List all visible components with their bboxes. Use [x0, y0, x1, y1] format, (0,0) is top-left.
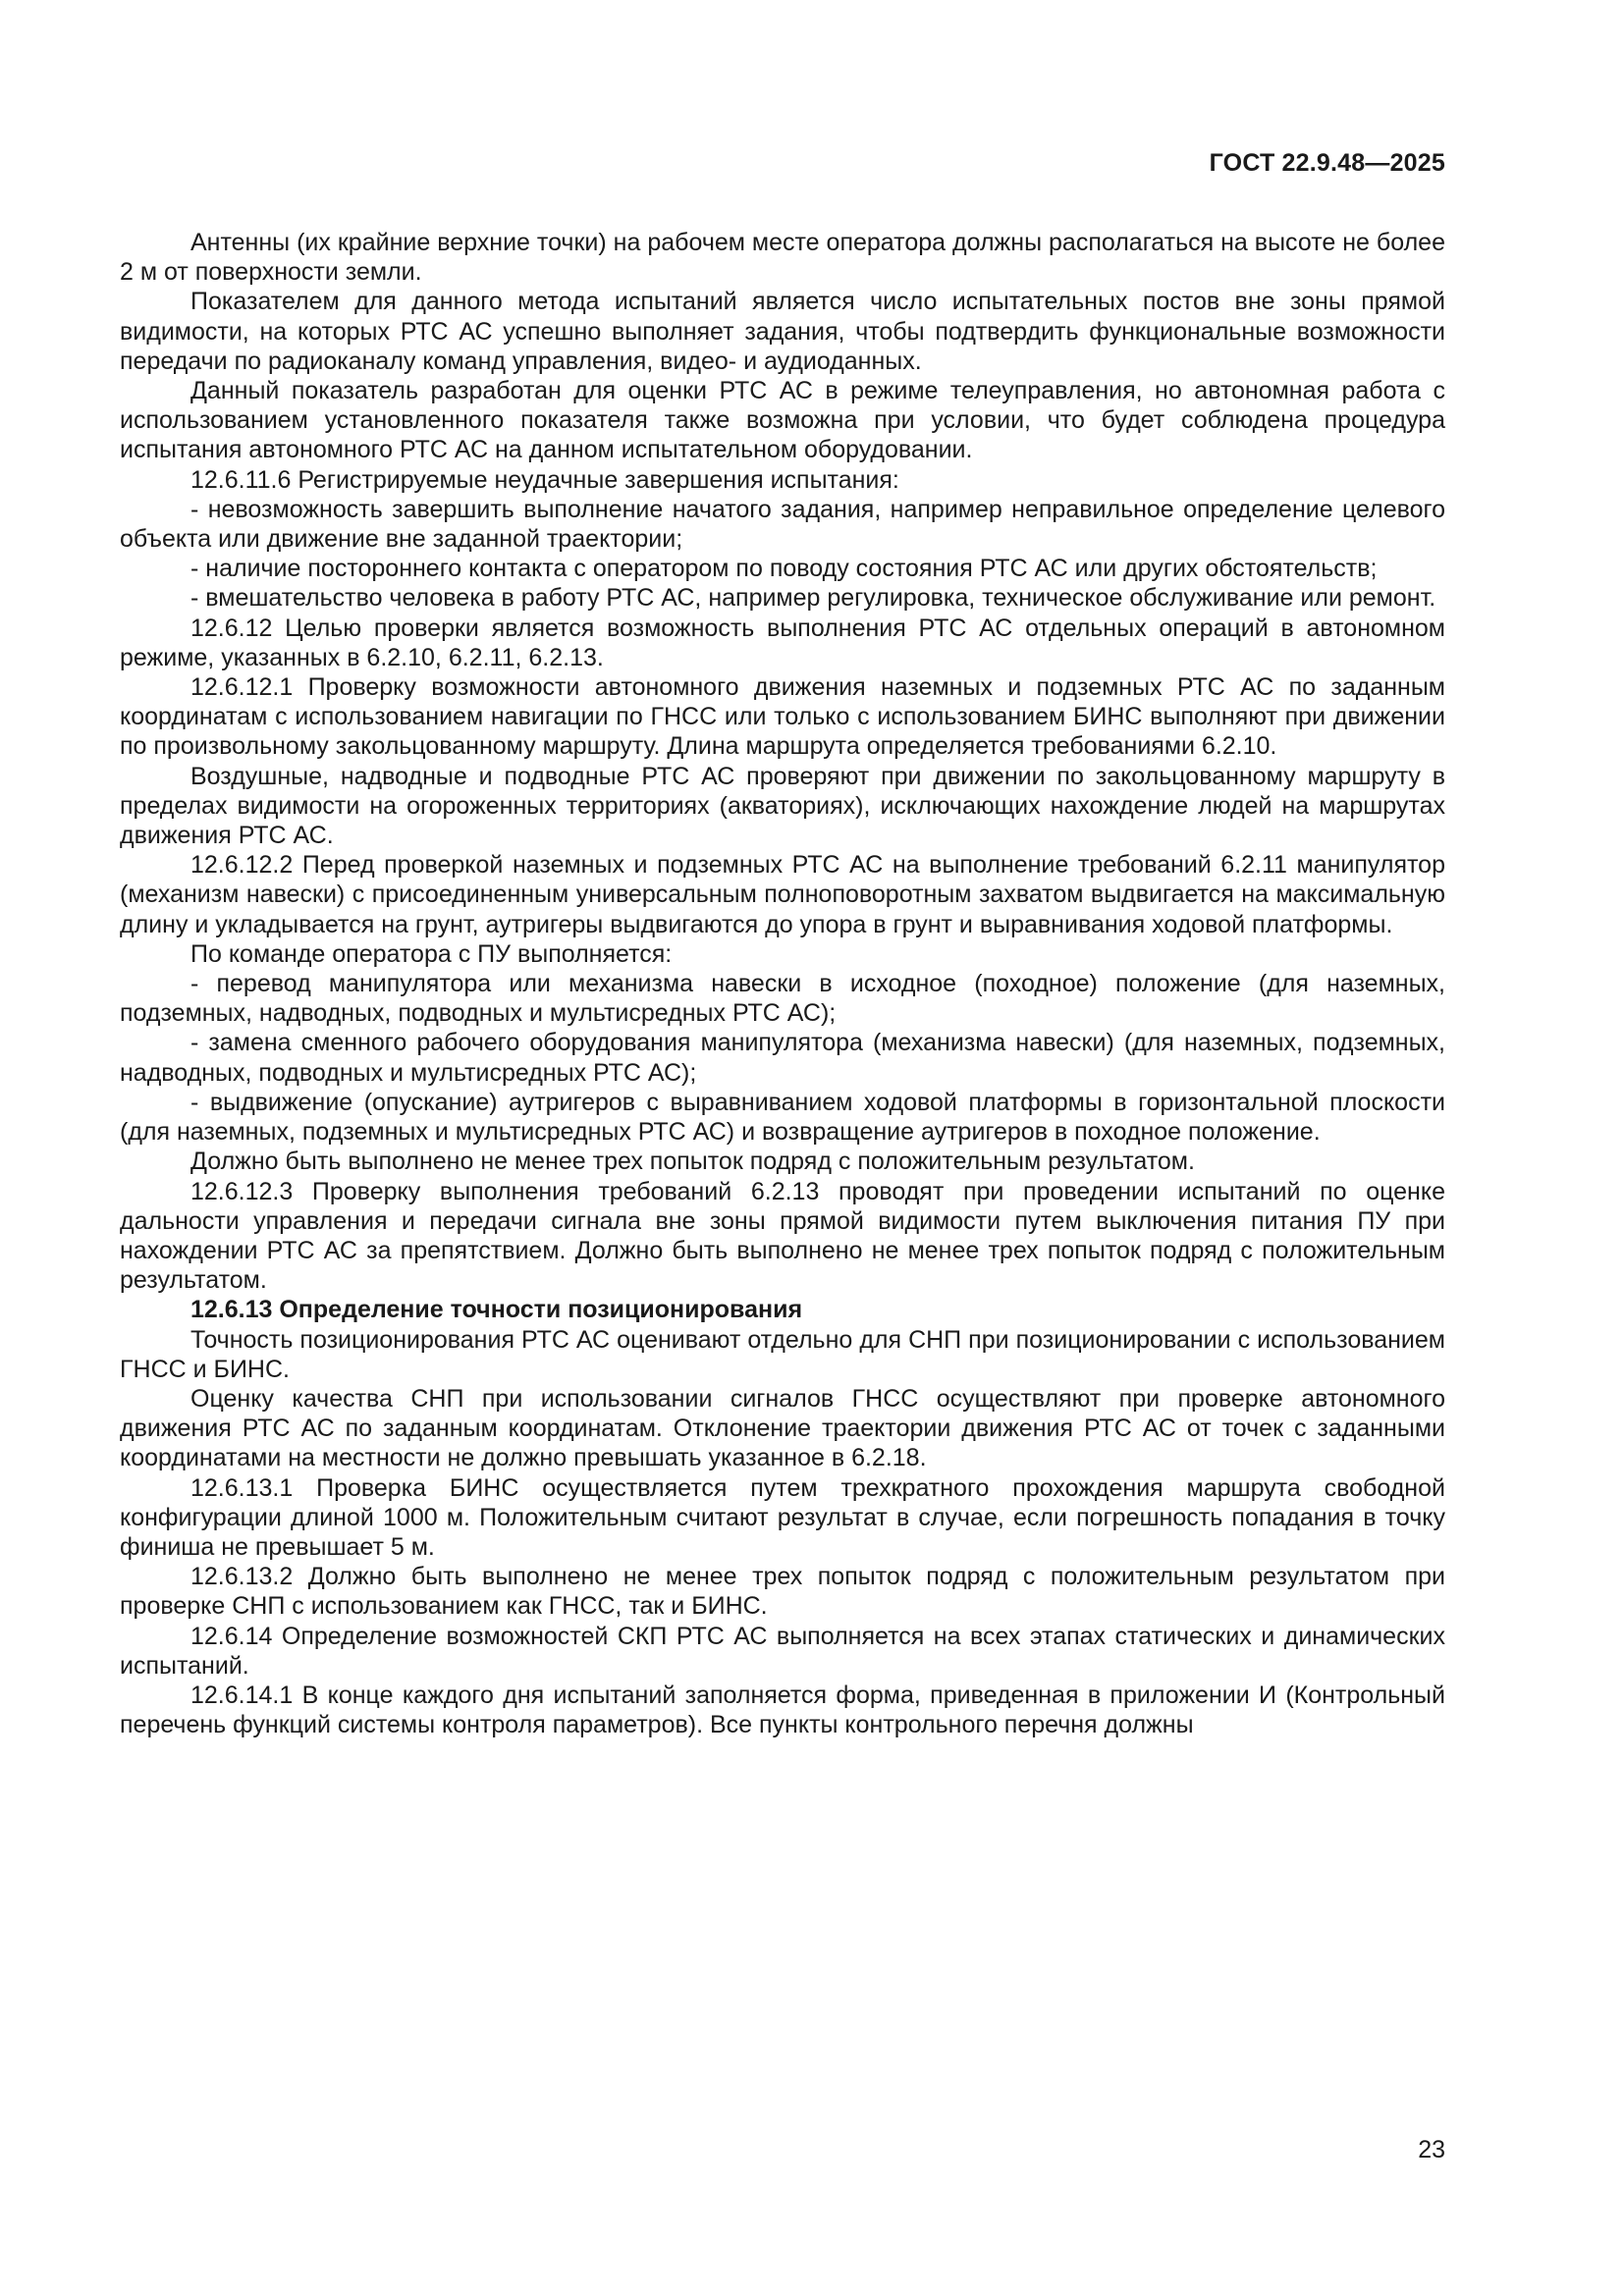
paragraph: Оценку качества СНП при использовании сигналов ГНСС осуществляют при проверке автономного движения РТС АС по заданным координатам. Отклонение траектории движения РТС АС от точек с заданными координатами на местности не должно превышать указанное в 6.2.18.	[120, 1384, 1445, 1472]
list-item: - выдвижение (опускание) аутригеров с выравниванием ходовой платформы в горизонтальной плоскости (для наземных, подземных и мультисредных РТС АС) и возвращение аутригеров в походное положение.	[120, 1088, 1445, 1147]
paragraph: По команде оператора с ПУ выполняется:	[190, 939, 673, 968]
list-item: - замена сменного рабочего оборудования манипулятора (механизма навески) (для наземных, подземных, надводных, подводных и мультисредных РТС АС);	[120, 1029, 1445, 1087]
paragraph: 12.6.11.6 Регистрируемые неудачные завершения испытания:	[190, 465, 899, 494]
paragraph: 12.6.12.1 Проверку возможности автономного движения наземных и подземных РТС АС по заданным координатам с использованием навигации по ГНСС или только с использованием БИНС выполняют при движении по произвольному закольцованному маршруту. Длина маршрута определяется требованиями 6.2.10.	[120, 673, 1445, 761]
paragraph: 12.6.13.1 Проверка БИНС осуществляется путем трехкратного прохождения маршрута свободной конфигурации длиной 1000 м. Положительным считают результат в случае, если погрешность попадания в точку финиша не превышает 5 м.	[120, 1473, 1445, 1561]
paragraph: Должно быть выполнено не менее трех попыток подряд с положительным результатом.	[190, 1148, 1195, 1176]
paragraph: Данный показатель разработан для оценки РТС АС в режиме телеуправления, но автономная работа с использованием установленного показателя также возможна при условии, что будет соблюдена процедура испытания автономного РТС АС на данном испытательном оборудовании.	[120, 377, 1445, 464]
paragraph: 12.6.12 Целью проверки является возможность выполнения РТС АС отдельных операций в автономном режиме, указанных в 6.2.10, 6.2.11, 6.2.13.	[120, 614, 1445, 671]
paragraph: Показателем для данного метода испытаний является число испытательных постов вне зоны прямой видимости, на которых РТС АС успешно выполняет задания, чтобы подтвердить функциональные возможности передачи по радиоканалу команд управления, видео- и аудиоданных.	[120, 288, 1445, 375]
section-heading: 12.6.13 Определение точности позиционирования	[190, 1296, 803, 1324]
paragraph: Точность позиционирования РТС АС оценивают отдельно для СНП при позиционировании с использованием ГНСС и БИНС.	[120, 1325, 1445, 1383]
paragraph: 12.6.12.3 Проверку выполнения требований 6.2.13 проводят при проведении испытаний по оценке дальности управления и передачи сигнала вне зоны прямой видимости путем выключения питания ПУ при нахождении РТС АС за препятствием. Должно быть выполнено не менее трех попыток подряд с положительным результатом.	[120, 1177, 1445, 1295]
list-item: - наличие постороннего контакта с оператором по поводу состояния РТС АС или других обстоятельств;	[190, 555, 1378, 583]
paragraph: Антенны (их крайние верхние точки) на рабочем месте оператора должны располагаться на высоте не более 2 м от поверхности земли.	[120, 229, 1445, 287]
list-item: - вмешательство человека в работу РТС АС, например регулировка, техническое обслуживание или ремонт.	[190, 584, 1436, 613]
paragraph: 12.6.14.1 В конце каждого дня испытаний заполняется форма, приведенная в приложении И (Контрольный перечень функций системы контроля параметров). Все пункты контрольного перечня должны	[120, 1681, 1445, 1739]
list-item: - невозможность завершить выполнение начатого задания, например неправильное определение целевого объекта или движение вне заданной траектории;	[120, 495, 1445, 554]
paragraph: 12.6.13.2 Должно быть выполнено не менее трех попыток подряд с положительным результатом при проверке СНП с использованием как ГНСС, так и БИНС.	[120, 1563, 1445, 1621]
paragraph: 12.6.14 Определение возможностей СКП РТС АС выполняется на всех этапах статических и динамических испытаний.	[120, 1622, 1445, 1680]
page-number: 23	[1418, 2136, 1445, 2163]
paragraph: Воздушные, надводные и подводные РТС АС проверяют при движении по закольцованному маршруту в пределах видимости на огороженных территориях (акваториях), исключающих нахождение людей на маршрутах движения РТС АС.	[120, 762, 1445, 850]
paragraph: 12.6.12.2 Перед проверкой наземных и подземных РТС АС на выполнение требований 6.2.11 манипулятор (механизм навески) с присоединенным универсальным полноповоротным захватом выдвигается на максимальную длину и укладывается на грунт, аутригеры выдвигаются до упора в грунт и выравнивания ходовой платформы.	[120, 851, 1445, 938]
document-body	[120, 228, 1445, 1739]
list-item: - перевод манипулятора или механизма навески в исходное (походное) положение (для наземных, подземных, надводных, подводных и мультисредных РТС АС);	[120, 970, 1445, 1028]
standard-header: ГОСТ 22.9.48—2025	[1209, 149, 1445, 177]
